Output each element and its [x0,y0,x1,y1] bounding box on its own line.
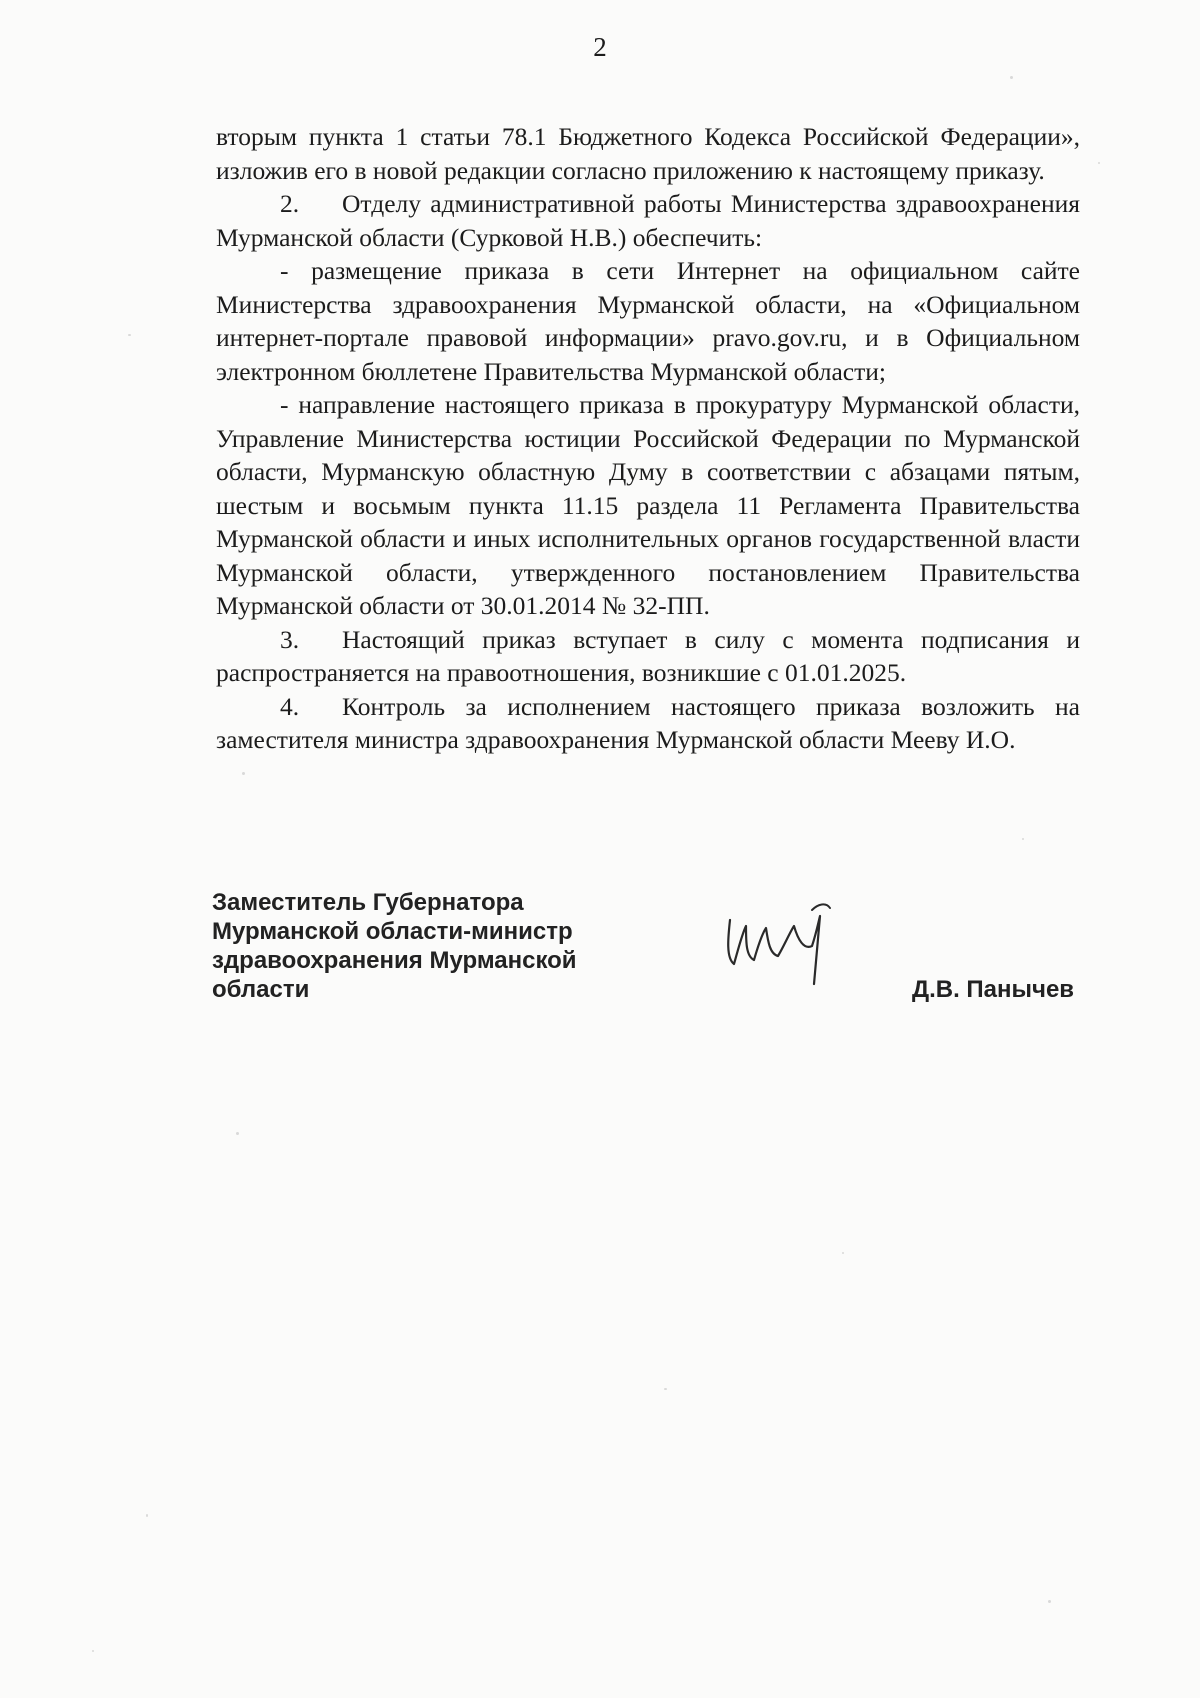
paragraph-text: вторым пункта 1 статьи 78.1 Бюджетного Кодекса Российской Федерации», изложив его в новой редакции согласно приложению к настоящему приказу. [216,122,1080,185]
paragraph-text: Контроль за исполнением настоящего приказа возложить на заместителя министра здравоохранения Мурманской области Мееву И.О. [216,691,1080,754]
scan-speck [92,1650,94,1652]
paragraph-item-4 [216,690,1080,757]
scan-speck [146,1514,148,1517]
scan-speck [1010,76,1013,79]
signatory-position-line: области [212,976,310,1003]
item-number: 3. [280,624,300,654]
paragraph-item-2 [216,187,1080,254]
paragraph-text: Отделу административной работы Министерства здравоохранения Мурманской области (Сурковой Н.В.) обеспечить: [216,189,1080,252]
paragraph-text: - направление настоящего приказа в прокуратуру Мурманской области, Управление Министерства юстиции Российской Федерации по Мурманской области, Мурманскую областную Думу в соответствии с абзацами пятым, шестым и восьмым пункта 11.15 раздела 11 Регламента Правительства Мурманской области и иных исполнительных органов государственной власти Мурманской области, утвержденного постановлением Правительства Мурманской области от 30.01.2014 № 32-ПП. [216,390,1080,620]
scan-speck [242,772,245,775]
signatory-position-line: Мурманской области-министр [212,918,573,945]
scan-speck [418,604,420,607]
signatory-position [212,888,577,1004]
handwritten-signature [720,880,840,990]
paragraph-continuation [216,120,1080,187]
signatory-position-line: Заместитель Губернатора [212,889,524,916]
scan-speck [236,1132,239,1135]
scan-speck [842,1252,844,1254]
paragraph-text: - размещение приказа в сети Интернет на официальном сайте Министерства здравоохранения Мурманской области, на «Официальном интернет-портале правовой информации» pravo.gov.ru, и в Официальном электронном бюллетене Правительства Мурманской области; [216,256,1080,386]
page-number: 2 [593,32,607,62]
scan-speck [1098,162,1100,164]
paragraph-item-3 [216,623,1080,690]
item-number: 2. [280,189,300,218]
document-body [216,120,1080,757]
paragraph-bullet-distribution [216,388,1080,623]
paragraph-bullet-publication [216,254,1080,388]
scan-speck [1022,838,1024,840]
scan-speck [664,1388,667,1390]
scan-speck [128,334,131,336]
scan-speck [1048,1600,1051,1603]
paragraph-text: Настоящий приказ вступает в силу с момента подписания и распространяется на правоотношения, возникшие с 01.01.2025. [216,624,1080,687]
signatory-position-line: здравоохранения Мурманской [212,947,577,974]
item-number: 4. [280,691,300,721]
signatory-name: Д.В. Панычев [912,976,1075,1003]
